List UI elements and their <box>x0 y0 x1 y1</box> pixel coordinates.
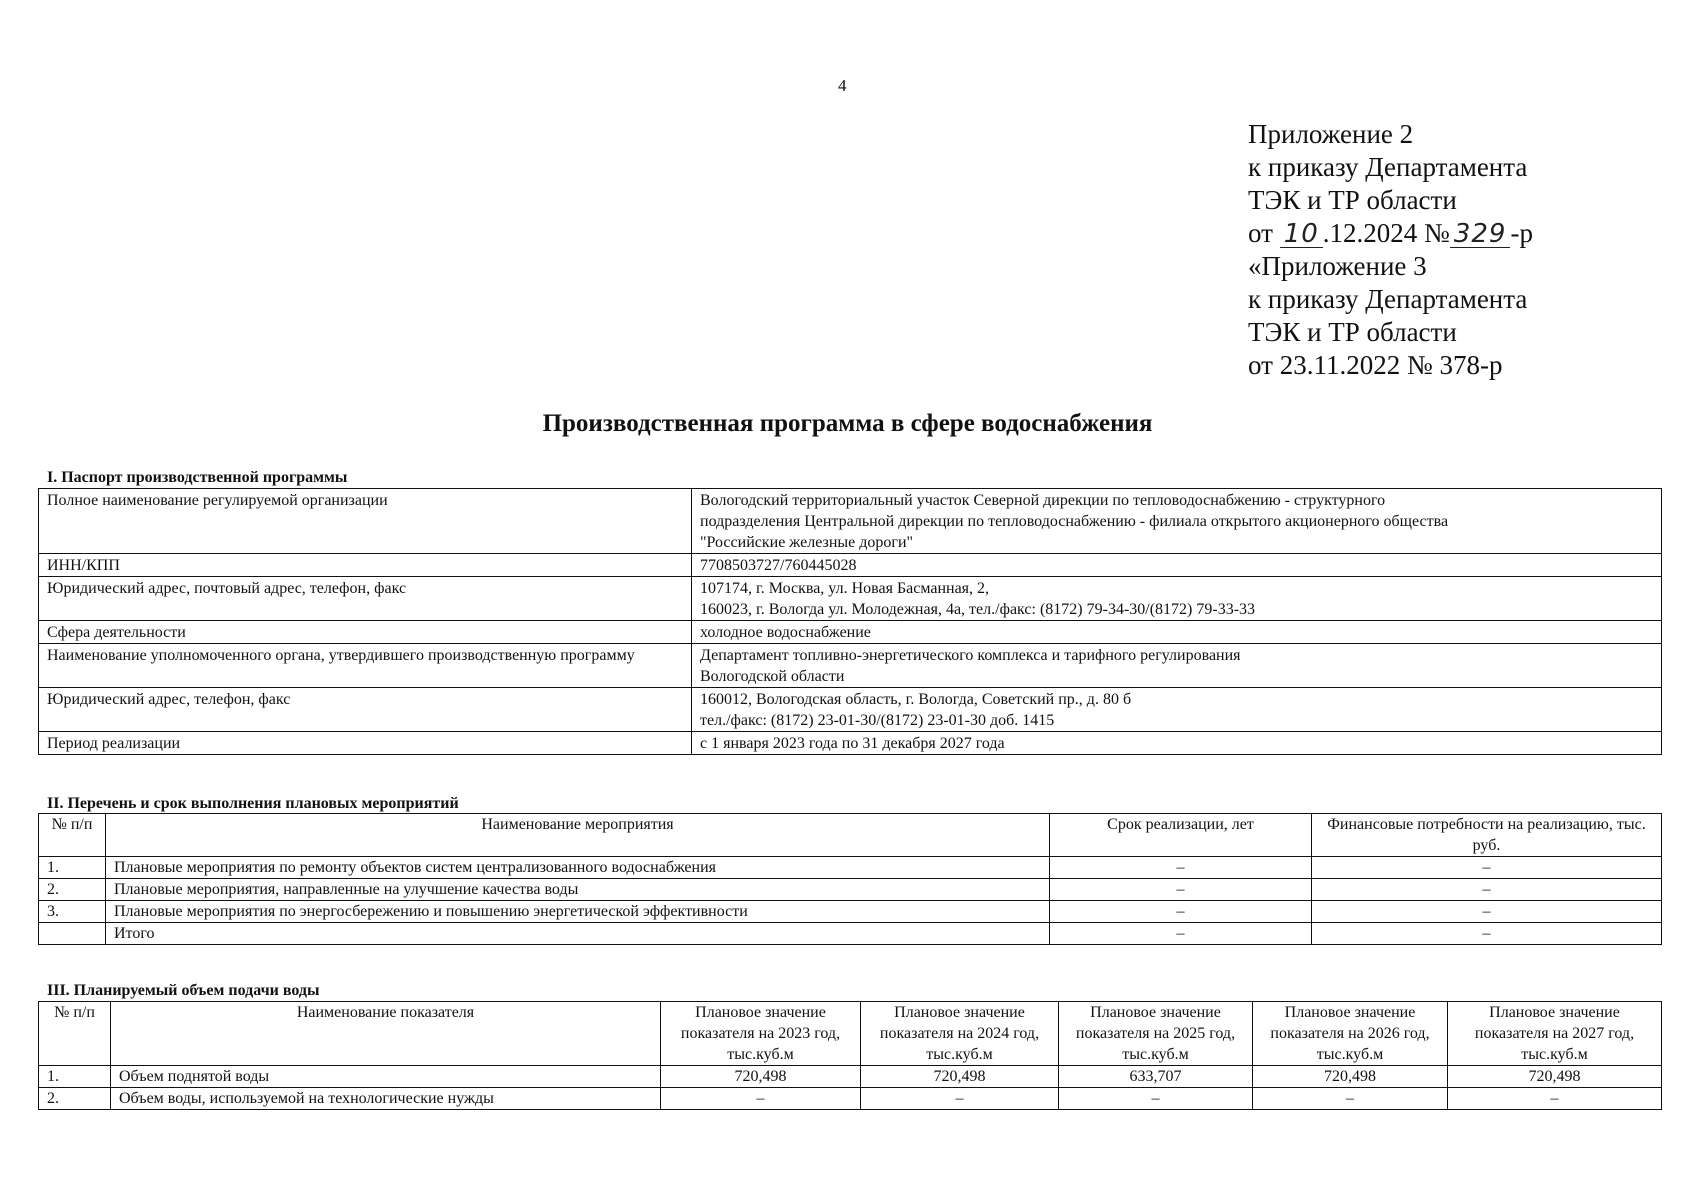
passport-value-line: 160012, Вологодская область, г. Вологда, Советский пр., д. 80 б <box>700 691 1132 708</box>
measures-table <box>38 813 1662 945</box>
passport-value-line: "Российские железные дороги" <box>700 534 914 551</box>
passport-table <box>38 488 1662 755</box>
appendix-line-6: к приказу Департамента <box>1248 284 1528 314</box>
appendix-line-5: «Приложение 3 <box>1248 251 1427 281</box>
row-term: – <box>1050 901 1312 923</box>
row-name: Плановые мероприятия по энергосбережению и повышению энергетической эффективности <box>106 901 1050 923</box>
passport-value <box>692 621 1662 644</box>
passport-label: Юридический адрес, почтовый адрес, телефон, факс <box>39 577 692 621</box>
table-row <box>39 577 1662 621</box>
header-year-2023: Плановое значение показателя на 2023 год, тыс.куб.м <box>661 1002 861 1066</box>
appendix-line-8: от 23.11.2022 № 378-р <box>1248 350 1503 380</box>
table-row <box>39 857 1662 879</box>
row-term: – <box>1050 879 1312 901</box>
order-day-handwritten: 10 <box>1280 221 1323 248</box>
table-row <box>39 901 1662 923</box>
table-row <box>39 621 1662 644</box>
table-row <box>39 644 1662 688</box>
table-row <box>39 688 1662 732</box>
passport-value-line: с 1 января 2023 года по 31 декабря 2027 года <box>700 735 1005 752</box>
row-num: 1. <box>39 1066 111 1088</box>
row-num <box>39 923 106 945</box>
table-row <box>39 923 1662 945</box>
appendix-line-7: ТЭК и ТР области <box>1248 317 1457 347</box>
row-value-2023: – <box>661 1088 861 1110</box>
section-1-heading: I. Паспорт производственной программы <box>47 469 348 486</box>
passport-value <box>692 554 1662 577</box>
passport-label: Юридический адрес, телефон, факс <box>39 688 692 732</box>
row-name: Объем воды, используемой на технологические нужды <box>111 1088 661 1110</box>
document-title: Производственная программа в сфере водоснабжения <box>542 410 1153 437</box>
row-finance: – <box>1312 901 1662 923</box>
appendix-line-2: к приказу Департамента <box>1248 152 1528 182</box>
passport-label: Наименование уполномоченного органа, утвердившего производственную программу <box>39 644 692 688</box>
order-number-handwritten: 329 <box>1450 221 1511 248</box>
header-year-2026: Плановое значение показателя на 2026 год, тыс.куб.м <box>1253 1002 1448 1066</box>
passport-value <box>692 577 1662 621</box>
row-name: Плановые мероприятия, направленные на улучшение качества воды <box>106 879 1050 901</box>
row-value-2025: 633,707 <box>1059 1066 1253 1088</box>
order-suffix: -р <box>1510 218 1533 248</box>
table-row <box>39 732 1662 755</box>
row-value-2024: 720,498 <box>861 1066 1059 1088</box>
table-row <box>39 1088 1662 1110</box>
passport-value-line: 160023, г. Вологда ул. Молодежная, 4а, тел./факс: (8172) 79-34-30/(8172) 79-33-33 <box>700 601 1256 618</box>
appendix-block <box>1248 118 1533 382</box>
header-year-2025: Плановое значение показателя на 2025 год, тыс.куб.м <box>1059 1002 1253 1066</box>
passport-label: Полное наименование регулируемой организации <box>39 489 692 554</box>
row-term: – <box>1050 923 1312 945</box>
order-prefix: от <box>1248 218 1280 248</box>
passport-value-line: холодное водоснабжение <box>700 624 871 641</box>
passport-value <box>692 489 1662 554</box>
section-2-heading: II. Перечень и срок выполнения плановых мероприятий <box>47 795 459 812</box>
order-middle: .12.2024 № <box>1322 218 1450 248</box>
passport-value-line: 107174, г. Москва, ул. Новая Басманная, 2, <box>700 580 990 597</box>
table-row <box>39 489 1662 554</box>
row-finance: – <box>1312 923 1662 945</box>
row-name: Итого <box>106 923 1050 945</box>
passport-value-line: подразделения Центральной дирекции по тепловодоснабжению - филиала открытого акционерного общества <box>700 513 1449 530</box>
row-num: 2. <box>39 879 106 901</box>
passport-label: Сфера деятельности <box>39 621 692 644</box>
row-name: Объем поднятой воды <box>111 1066 661 1088</box>
water-supply-table <box>38 1001 1662 1110</box>
passport-value-line: Вологодский территориальный участок Северной дирекции по тепловодоснабжению - структурного <box>700 492 1386 509</box>
table-row <box>39 879 1662 901</box>
page-number: 4 <box>838 76 847 95</box>
row-value-2024: – <box>861 1088 1059 1110</box>
row-finance: – <box>1312 879 1662 901</box>
passport-label: Период реализации <box>39 732 692 755</box>
passport-value <box>692 644 1662 688</box>
passport-value <box>692 688 1662 732</box>
row-num: 2. <box>39 1088 111 1110</box>
row-name: Плановые мероприятия по ремонту объектов систем централизованного водоснабжения <box>106 857 1050 879</box>
row-value-2025: – <box>1059 1088 1253 1110</box>
passport-value-line: тел./факс: (8172) 23-01-30/(8172) 23-01-30 доб. 1415 <box>700 712 1055 729</box>
row-value-2027: 720,498 <box>1448 1066 1662 1088</box>
row-value-2026: – <box>1253 1088 1448 1110</box>
table-row <box>39 1066 1662 1088</box>
passport-value <box>692 732 1662 755</box>
header-measure-name: Наименование мероприятия <box>106 814 1050 857</box>
passport-label: ИНН/КПП <box>39 554 692 577</box>
appendix-order-line <box>1248 217 1533 250</box>
table-row <box>39 554 1662 577</box>
row-value-2026: 720,498 <box>1253 1066 1448 1088</box>
header-num: № п/п <box>39 814 106 857</box>
header-term: Срок реализации, лет <box>1050 814 1312 857</box>
appendix-line-3: ТЭК и ТР области <box>1248 185 1457 215</box>
passport-value-line: Департамент топливно-энергетического комплекса и тарифного регулирования <box>700 647 1241 664</box>
passport-value-line: 7708503727/760445028 <box>700 557 857 574</box>
row-num: 1. <box>39 857 106 879</box>
row-num: 3. <box>39 901 106 923</box>
header-year-2024: Плановое значение показателя на 2024 год, тыс.куб.м <box>861 1002 1059 1066</box>
row-value-2027: – <box>1448 1088 1662 1110</box>
header-year-2027: Плановое значение показателя на 2027 год, тыс.куб.м <box>1448 1002 1662 1066</box>
appendix-line-1: Приложение 2 <box>1248 119 1414 149</box>
row-term: – <box>1050 857 1312 879</box>
table-header-row <box>39 814 1662 857</box>
row-value-2023: 720,498 <box>661 1066 861 1088</box>
header-num: № п/п <box>39 1002 111 1066</box>
header-indicator-name: Наименование показателя <box>111 1002 661 1066</box>
passport-value-line: Вологодской области <box>700 668 845 685</box>
row-finance: – <box>1312 857 1662 879</box>
table-header-row <box>39 1002 1662 1066</box>
section-3-heading: III. Планируемый объем подачи воды <box>47 982 320 999</box>
header-finance: Финансовые потребности на реализацию, тыс. руб. <box>1312 814 1662 857</box>
